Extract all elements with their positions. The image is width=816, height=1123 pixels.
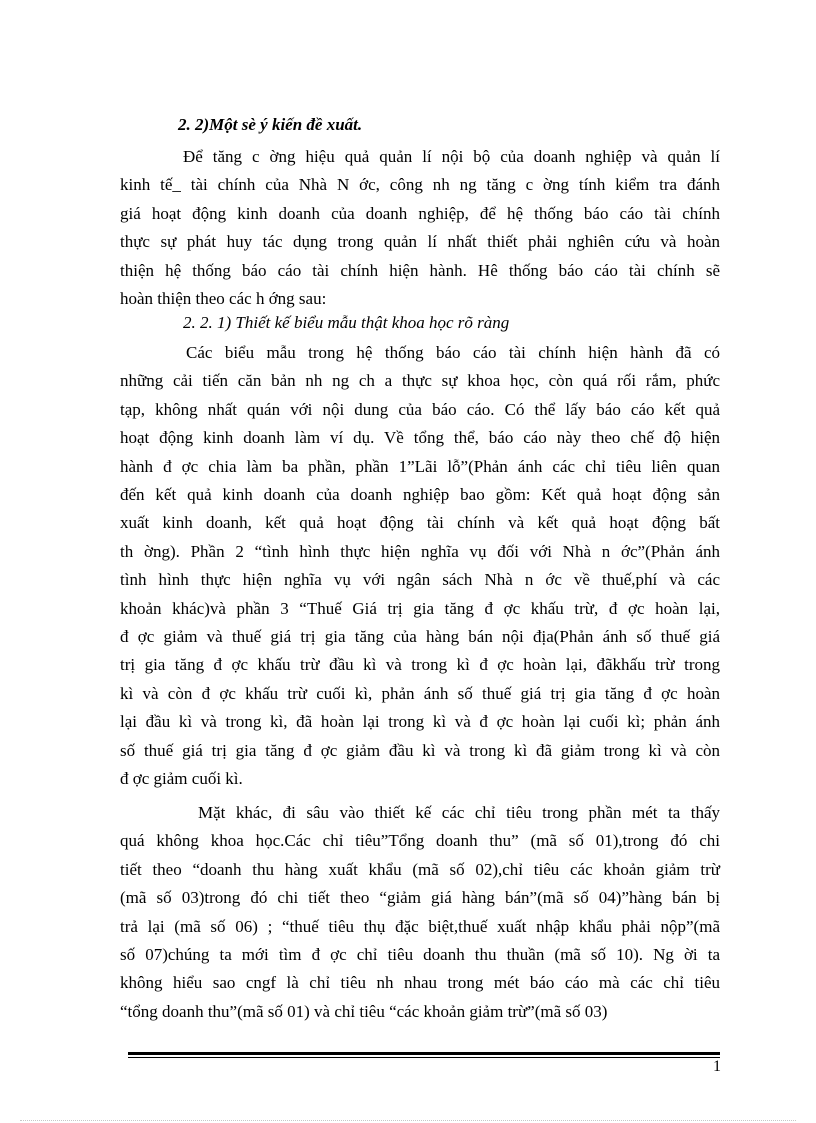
paragraph-2	[120, 339, 720, 794]
page-bottom-divider	[20, 1120, 796, 1121]
text-line: trị gia tăng đ ợc khấu trừ đầu kì và trong kì đ ợc hoàn lại, đãkhấu trừ trong	[120, 655, 720, 675]
text-line: thực sự phát huy tác dụng trong quản lí nhất thiết phải nghiên cứu và hoàn	[120, 232, 720, 252]
text-line: kì và còn đ ợc khấu trừ cuối kì, phản ánh số thuế giá trị gia tăng đ ợc hoàn	[120, 683, 720, 703]
text-line: hành đ ợc chia làm ba phần, phần 1”Lãi lỗ”(Phản ánh các chỉ tiêu liên quan	[120, 456, 720, 476]
text-line: số thuế giá trị gia tăng đ ợc giảm đầu kì và trong kì đã giảm trong kì và còn	[120, 740, 720, 760]
text-line: tình hình thực hiện nghĩa vụ với ngân sách Nhà n ớc về thuế,phí và các	[120, 570, 720, 590]
text-line: tạp, không nhất quán với nội dung của báo cáo. Có thể lấy báo cáo kết quả	[120, 399, 720, 419]
text-line: tiết theo “doanh thu hàng xuất khẩu (mã số 02),chỉ tiêu các khoản giảm trừ	[120, 859, 720, 879]
text-line: đ ợc giảm và thuế giá trị gia tăng của hàng bán nội địa(Phản ánh số thuế giá	[120, 627, 720, 647]
footer-rule-thin	[128, 1057, 720, 1058]
text-line: xuất kinh doanh, kết quả hoạt động tài chính và kết quả hoạt động bất	[120, 513, 720, 533]
text-line: trả lại (mã số 06) ; “thuế tiêu thụ đặc biệt,thuế xuất nhập khẩu phải nộp”(mã	[120, 916, 720, 936]
text-line: giá hoạt động kinh doanh của doanh nghiệp, để hệ thống báo cáo tài chính	[120, 203, 720, 223]
section-heading: 2. 2)Một sè ý kiến đề xuất.	[178, 115, 363, 134]
paragraph-3	[120, 799, 720, 1026]
text-line: th ờng). Phần 2 “tình hình thực hiện nghĩa vụ đối với Nhà n ớc”(Phản ánh	[120, 541, 720, 561]
subsection-heading: 2. 2. 1) Thiết kế biểu mẫu thật khoa học rõ ràng	[183, 313, 510, 332]
text-line: số 07)chúng ta mới tìm đ ợc chỉ tiêu doanh thu thuần (mã số 10). Ng ời ta	[120, 945, 720, 965]
text-line: quá không khoa học.Các chỉ tiêu”Tổng doanh thu” (mã số 01),trong đó chi	[120, 831, 720, 851]
text-line: hoàn thiện theo các h ớng sau:	[120, 289, 327, 309]
text-line: khoản khác)và phần 3 “Thuế Giá trị gia tăng đ ợc khấu trừ, đ ợc hoàn lại,	[120, 598, 720, 618]
text-line: những cải tiến căn bản nh ng ch a thực sự khoa học, còn quá rối rắm, phức	[120, 371, 720, 391]
text-line: lại đầu kì và trong kì, đã hoàn lại trong kì và đ ợc hoàn lại cuối kì; phản ánh	[120, 712, 720, 732]
text-line: thiện hệ thống báo cáo tài chính hiện hành. Hê thống báo cáo tài chính sẽ	[120, 260, 720, 280]
page-number: 1	[713, 1058, 721, 1075]
text-line: hoạt động kinh doanh làm ví dụ. Về tổng thể, báo cáo này theo chế độ hiện	[120, 428, 720, 448]
text-line: kinh tế_ tài chính của Nhà N ớc, công nh ng tăng c ờng tính kiểm tra đánh	[120, 175, 720, 195]
text-line: (mã số 03)trong đó chi tiết theo “giảm giá hàng bán”(mã số 04)”hàng bán bị	[120, 888, 720, 908]
text-line: không hiểu sao cngf là chỉ tiêu nh nhau trong mét báo cáo mà các chỉ tiêu	[120, 973, 720, 993]
footer-rule-thick	[128, 1052, 720, 1055]
text-line: “tổng doanh thu”(mã số 01) và chỉ tiêu “các khoản giảm trừ”(mã số 03)	[120, 1001, 608, 1021]
text-line: đ ợc giảm cuối kì.	[120, 769, 243, 789]
text-line: đến kết quả kinh doanh của doanh nghiệp bao gồm: Kết quả hoạt động sản	[120, 485, 720, 505]
text-line: Mặt khác, đi sâu vào thiết kế các chỉ tiêu trong phần mét ta thấy	[198, 803, 720, 822]
text-line: Để tăng c ờng hiệu quả quản lí nội bộ của doanh nghiệp và quản lí	[183, 147, 720, 166]
text-line: Các biểu mẫu trong hệ thống báo cáo tài chính hiện hành đã có	[186, 343, 720, 362]
paragraph-1	[120, 143, 720, 313]
